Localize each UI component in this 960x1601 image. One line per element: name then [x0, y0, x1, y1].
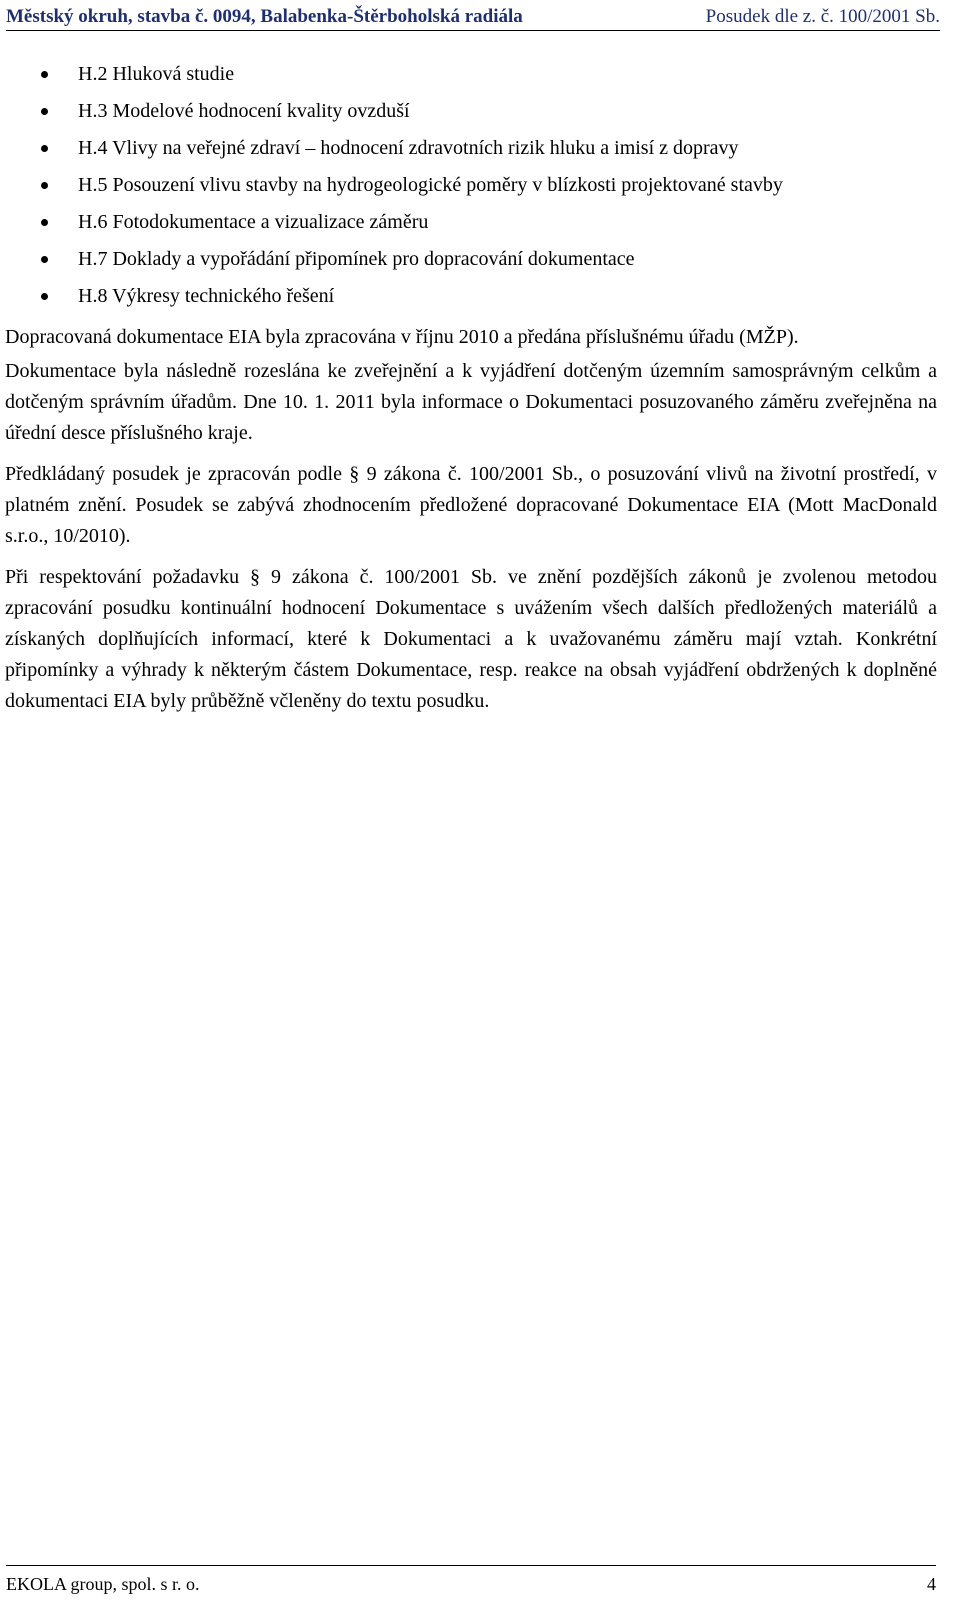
list-item-text: H.5 Posouzení vlivu stavby na hydrogeologické poměry v blízkosti projektované stavby	[78, 174, 783, 196]
page-number: 4	[927, 1574, 936, 1594]
bullet-icon	[41, 108, 48, 115]
list-item	[0, 60, 960, 97]
paragraph-review-basis: Předkládaný posudek je zpracován podle § 9 zákona č. 100/2001 Sb., o posuzování vlivů na životní prostředí, v platném znění. Posudek se zabývá zhodnocením předložené dopracované Dokumentace EIA (Mott MacDonald s.r.o., 10/2010).	[5, 463, 937, 547]
list-item	[0, 97, 960, 134]
list-item	[0, 134, 960, 171]
page-header	[6, 6, 940, 31]
list-item	[0, 171, 960, 208]
list-item-text: H.2 Hluková studie	[78, 63, 235, 85]
list-item	[0, 282, 960, 319]
paragraph-review-method: Při respektování požadavku § 9 zákona č. 100/2001 Sb. ve znění pozdějších zákonů je zvolenou metodou zpracování posudku kontinuální hodnocení Dokumentace s uvážením všech dalších předložených materiálů a získaných doplňujících informací, které k Dokumentaci a k uvažovanému záměru mají vztah. Konkrétní připomínky a výhrady k některým částem Dokumentace, resp. reakce na obsah vyjádření obdržených k doplněné dokumentaci EIA byly průběžně včleněny do textu posudku.	[5, 566, 937, 712]
list-item-text: H.7 Doklady a vypořádání připomínek pro dopracování dokumentace	[78, 248, 635, 270]
page-footer	[6, 1565, 936, 1596]
bullet-icon	[41, 293, 48, 300]
list-item-text: H.6 Fotodokumentace a vizualizace záměru	[78, 211, 429, 233]
paragraph-documentation-distributed: Dokumentace byla následně rozeslána ke zveřejnění a k vyjádření dotčeným územním samosprávným celkům a dotčeným správním úřadům. Dne 10. 1. 2011 byla informace o Dokumentaci posuzovaného záměru zveřejněna na úřední desce příslušného kraje.	[5, 360, 937, 444]
list-item-text: H.8 Výkresy technického řešení	[78, 285, 335, 307]
document-title: Městský okruh, stavba č. 0094, Balabenka-Štěrboholská radiála	[6, 6, 523, 27]
list-item	[0, 208, 960, 245]
bullet-icon	[41, 145, 48, 152]
list-item	[0, 245, 960, 282]
paragraph-documentation-submitted: Dopracovaná dokumentace EIA byla zpracována v říjnu 2010 a předána příslušnému úřadu (MŽP).	[5, 326, 799, 348]
document-subtitle: Posudek dle z. č. 100/2001 Sb.	[705, 6, 940, 27]
list-item-text: H.4 Vlivy na veřejné zdraví – hodnocení zdravotních rizik hluku a imisí z dopravy	[78, 137, 739, 159]
bullet-icon	[41, 71, 48, 78]
list-item-text: H.3 Modelové hodnocení kvality ovzduší	[78, 100, 410, 122]
attachment-list	[0, 60, 960, 319]
footer-company: EKOLA group, spol. s r. o.	[6, 1574, 200, 1594]
bullet-icon	[41, 256, 48, 263]
bullet-icon	[41, 219, 48, 226]
bullet-icon	[41, 182, 48, 189]
